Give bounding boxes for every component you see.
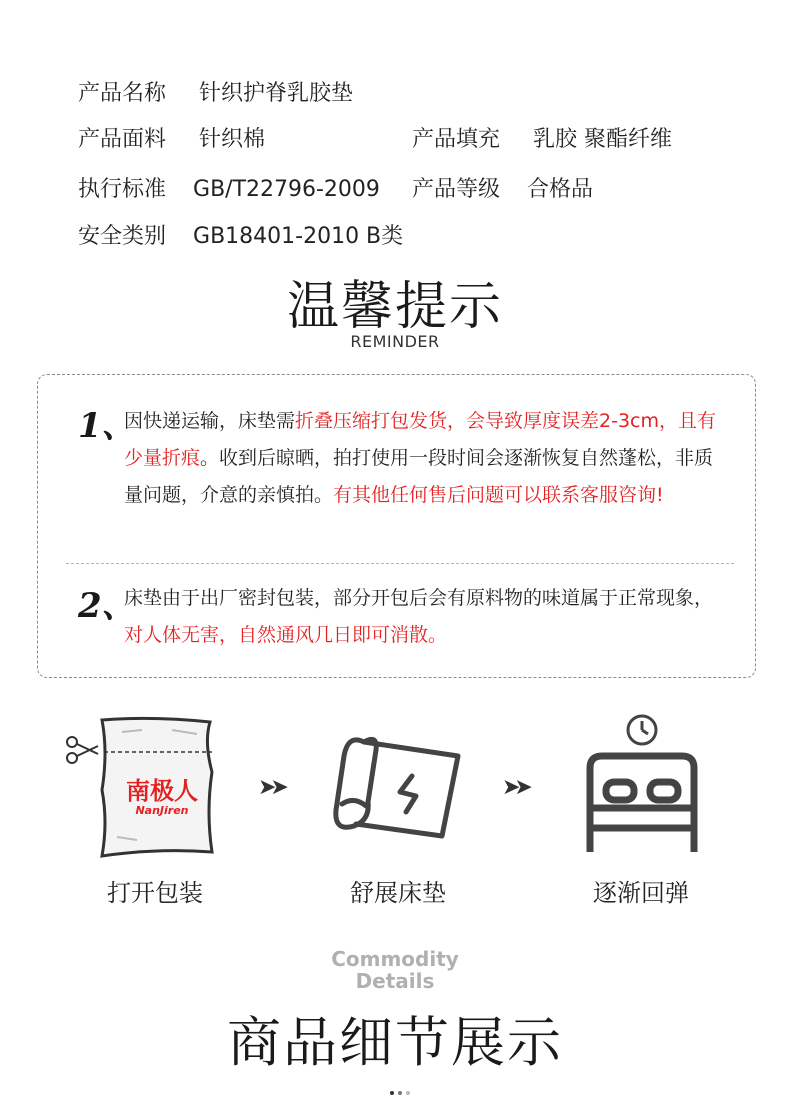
reminder-2-seg-1: 对人体无害，自然通风几日即可消散。 bbox=[124, 624, 448, 646]
spec-filling bbox=[412, 122, 672, 153]
reminder-number-2: 2、 bbox=[78, 586, 136, 626]
commodity-details-en bbox=[0, 948, 790, 992]
bed-icon bbox=[582, 712, 702, 858]
reminder-text-1 bbox=[124, 403, 730, 514]
reminder-subtitle: REMINDER bbox=[350, 332, 440, 351]
clock-icon bbox=[628, 716, 656, 744]
unroll-mattress-icon bbox=[328, 714, 468, 844]
spec-fabric-label: 产品面料 bbox=[78, 127, 167, 152]
spec-grade-value: 合格品 bbox=[527, 177, 594, 202]
spec-standard bbox=[78, 172, 380, 203]
spec-filling-label: 产品填充 bbox=[412, 127, 501, 152]
step-arrow-1: ➤➤ bbox=[258, 775, 283, 800]
commodity-en-line1: Commodity bbox=[331, 947, 459, 971]
open-package-icon bbox=[62, 712, 222, 862]
step-label-open: 打开包装 bbox=[107, 879, 203, 907]
reminder-2-seg-0: 床垫由于出厂密封包装，部分开包后会有原料物的味道属于正常现象， bbox=[124, 587, 714, 609]
step-arrow-2: ➤➤ bbox=[502, 775, 527, 800]
reminder-1-seg-2: 。收到后晾晒，拍打使用一段时间会逐渐恢复自然蓬松，非质量问题，介意的亲慎拍。 bbox=[124, 447, 714, 506]
spec-safety-label: 安全类别 bbox=[78, 224, 167, 249]
reminder-title: 温馨提示 bbox=[286, 277, 503, 337]
details-title: 商品细节展示 bbox=[227, 1011, 563, 1074]
spec-name-label: 产品名称 bbox=[78, 81, 167, 106]
spec-fabric-value: 针织棉 bbox=[199, 127, 266, 152]
spec-grade-label: 产品等级 bbox=[412, 177, 501, 202]
brand-logo-sub: NanJiren bbox=[135, 804, 189, 817]
spec-filling-value: 乳胶 聚酯纤维 bbox=[533, 127, 673, 152]
reminder-text-2 bbox=[124, 580, 730, 654]
scissors-icon bbox=[67, 737, 98, 763]
spec-standard-label: 执行标准 bbox=[78, 177, 167, 202]
dot-1 bbox=[390, 1091, 394, 1095]
step-label-rebound: 逐渐回弹 bbox=[593, 879, 689, 907]
dot-2 bbox=[398, 1091, 402, 1095]
reminder-1-seg-3: 有其他任何售后问题可以联系客服咨询! bbox=[333, 484, 664, 506]
reminder-1-seg-0: 因快递运输，床垫需 bbox=[124, 410, 296, 432]
reminder-1-seg-1: 折叠压缩打包发货，会导致厚度误差2-3cm，且有少量折痕 bbox=[124, 410, 717, 469]
spec-grade bbox=[412, 172, 593, 203]
spec-standard-value: GB/T22796-2009 bbox=[193, 177, 380, 202]
spec-safety-value: GB18401-2010 B类 bbox=[193, 224, 404, 249]
step-label-unroll: 舒展床垫 bbox=[350, 879, 446, 907]
spec-safety bbox=[78, 219, 403, 250]
spec-fabric bbox=[78, 122, 265, 153]
carousel-dots bbox=[388, 1080, 412, 1099]
spec-name bbox=[78, 76, 353, 107]
spec-name-value: 针织护脊乳胶垫 bbox=[199, 81, 354, 106]
brand-logo: 南极人 bbox=[126, 777, 198, 805]
dot-3 bbox=[406, 1091, 410, 1095]
bed-clock-graphic bbox=[582, 712, 702, 858]
rolled-mattress-graphic bbox=[328, 714, 468, 844]
commodity-en-line2: Details bbox=[355, 969, 435, 993]
reminder-number-1: 1、 bbox=[78, 406, 136, 446]
reminder-divider bbox=[66, 563, 734, 564]
